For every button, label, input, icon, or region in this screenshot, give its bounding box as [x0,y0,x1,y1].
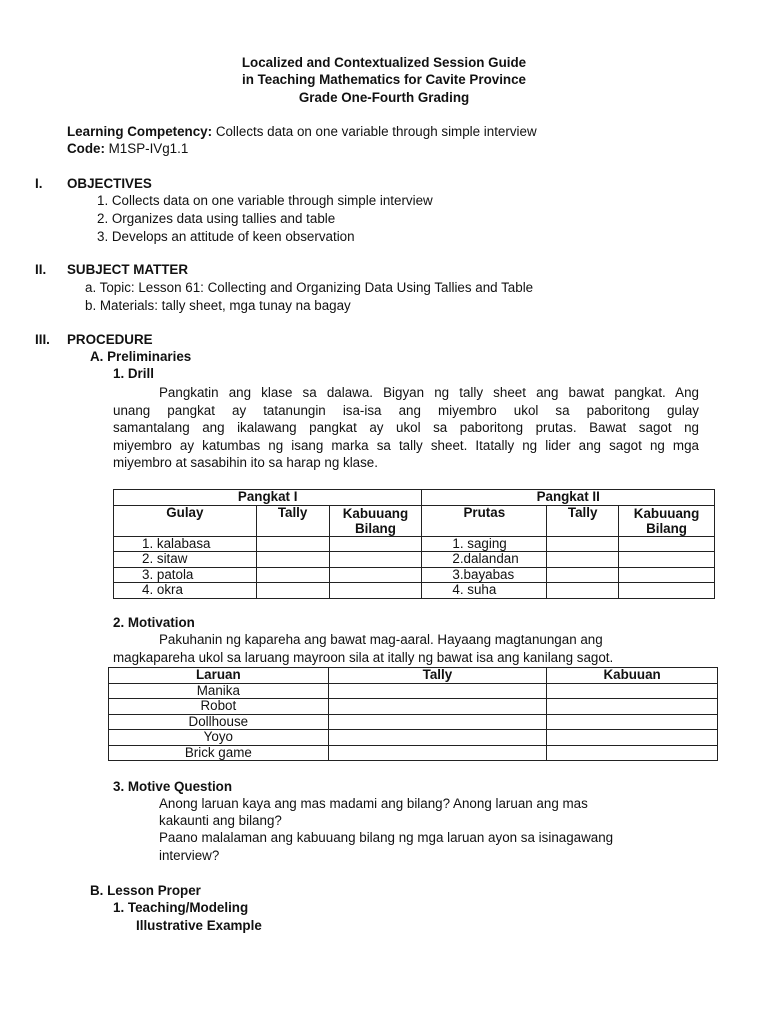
table-row [109,745,718,761]
vegetable-cell: 4. okra [114,583,257,599]
vegetable-cell: 2. sitaw [114,552,257,568]
motive-question-heading: 3. Motive Question [113,779,233,794]
objective-item: 1. Collects data on one variable through simple interview [97,193,433,208]
total-cell [547,683,718,699]
toy-cell: Robot [109,699,329,715]
motivation-line: magkapareha ukol sa laruang mayroon sila at itally ng bawat isa ang kanilang sagot. [113,650,614,665]
tally-cell [328,683,547,699]
table-row [109,699,718,715]
table-row [114,583,715,599]
column-header: Kabuuang Bilang [329,505,422,536]
total-cell [329,536,422,552]
objective-item: 3. Develops an attitude of keen observation [97,229,355,244]
total-cell [619,536,715,552]
total-cell [547,730,718,746]
total-cell [619,567,715,583]
table-row [114,536,715,552]
subject-number: II. [35,262,47,277]
code-line [67,141,188,156]
tally-cell [328,745,547,761]
procedure-number: III. [35,332,50,347]
drill-line: miyembro ay katumbas ng isang marka sa tally sheet. Itatally ng lider ang sagot ng mga [113,437,699,453]
tally-cell [256,567,329,583]
motive-question-line: interview? [159,848,220,863]
procedure-heading: PROCEDURE [67,332,153,347]
code-label: Code: [67,141,105,156]
column-header: Kabuuang Bilang [619,505,715,536]
tally-cell [547,583,619,599]
tally-cell [547,536,619,552]
column-header: Tally [547,505,619,536]
teaching-modeling-heading: 1. Teaching/Modeling [113,900,249,915]
total-cell [329,567,422,583]
fruit-cell: 3.bayabas [422,567,547,583]
drill-heading: 1. Drill [113,366,154,381]
toy-cell: Dollhouse [109,714,329,730]
total-cell [329,583,422,599]
table-row [114,567,715,583]
illustrative-example-heading: Illustrative Example [136,918,262,933]
column-header: Gulay [114,505,257,536]
table-row [109,683,718,699]
table-row [109,714,718,730]
document-title-line-2: in Teaching Mathematics for Cavite Province [241,72,526,87]
drill-tally-table [113,489,715,599]
total-cell [619,583,715,599]
motive-question-line: kakaunti ang bilang? [159,813,282,828]
drill-paragraph [113,384,699,472]
total-cell [329,552,422,568]
subject-item-materials: b. Materials: tally sheet, mga tunay na bagay [85,298,351,313]
column-header: Laruan [109,668,329,684]
motive-question-line: Anong laruan kaya ang mas madami ang bilang? Anong laruan ang mas [159,796,588,811]
fruit-cell: 4. suha [422,583,547,599]
subject-item-topic: a. Topic: Lesson 61: Collecting and Organizing Data Using Tallies and Table [85,280,534,295]
fruit-cell: 2.dalandan [422,552,547,568]
tally-cell [328,730,547,746]
motivation-line: Pakuhanin ng kapareha ang bawat mag-aaral. Hayaang magtanungan ang [159,632,603,647]
lesson-proper-heading: B. Lesson Proper [90,883,201,898]
objective-item: 2. Organizes data using tallies and table [97,211,336,226]
column-header: Prutas [422,505,547,536]
total-cell [547,699,718,715]
toy-tally-table [108,667,718,761]
group-2-header: Pangkat II [422,490,715,506]
toy-cell: Manika [109,683,329,699]
document-title-line-3: Grade One-Fourth Grading [298,90,470,105]
competency-label: Learning Competency: [67,124,213,139]
preliminaries-heading: A. Preliminaries [90,349,192,364]
tally-cell [328,714,547,730]
vegetable-cell: 3. patola [114,567,257,583]
tally-cell [547,552,619,568]
document-title-line-1: Localized and Contextualized Session Guide [241,55,527,70]
total-cell [547,745,718,761]
tally-cell [328,699,547,715]
subject-heading: SUBJECT MATTER [67,262,189,277]
column-header: Tally [256,505,329,536]
toy-cell: Yoyo [109,730,329,746]
drill-line: samantalang ang ikalawang pangkat ay ukol sa paboritong prutas. Bawat sagot ng [113,420,699,436]
drill-line: miyembro at sasabihin ito sa harap ng klase. [113,455,378,471]
fruit-cell: 1. saging [422,536,547,552]
column-header: Tally [328,668,547,684]
group-1-header: Pangkat I [114,490,422,506]
tally-cell [256,552,329,568]
column-header: Kabuuan [547,668,718,684]
competency-value: Collects data on one variable through simple interview [212,124,537,139]
code-value: M1SP-IVg1.1 [104,141,189,156]
objectives-heading: OBJECTIVES [67,176,152,191]
motivation-heading: 2. Motivation [113,615,195,630]
toy-cell: Brick game [109,745,329,761]
drill-line: unang pangkat ay tatanungin isa-isa ang miyembro ukol sa paboritong gulay [113,402,699,418]
table-row [114,552,715,568]
learning-competency [67,124,537,139]
motive-question-line: Paano malalaman ang kabuuang bilang ng mga laruan ayon sa isinagawang [159,830,614,845]
total-cell [547,714,718,730]
vegetable-cell: 1. kalabasa [114,536,257,552]
objectives-number: I. [35,176,43,191]
table-row [109,730,718,746]
tally-cell [256,536,329,552]
total-cell [619,552,715,568]
drill-line: Pangkatin ang klase sa dalawa. Bigyan ng tally sheet ang bawat pangkat. Ang [159,385,699,400]
tally-cell [256,583,329,599]
tally-cell [547,567,619,583]
